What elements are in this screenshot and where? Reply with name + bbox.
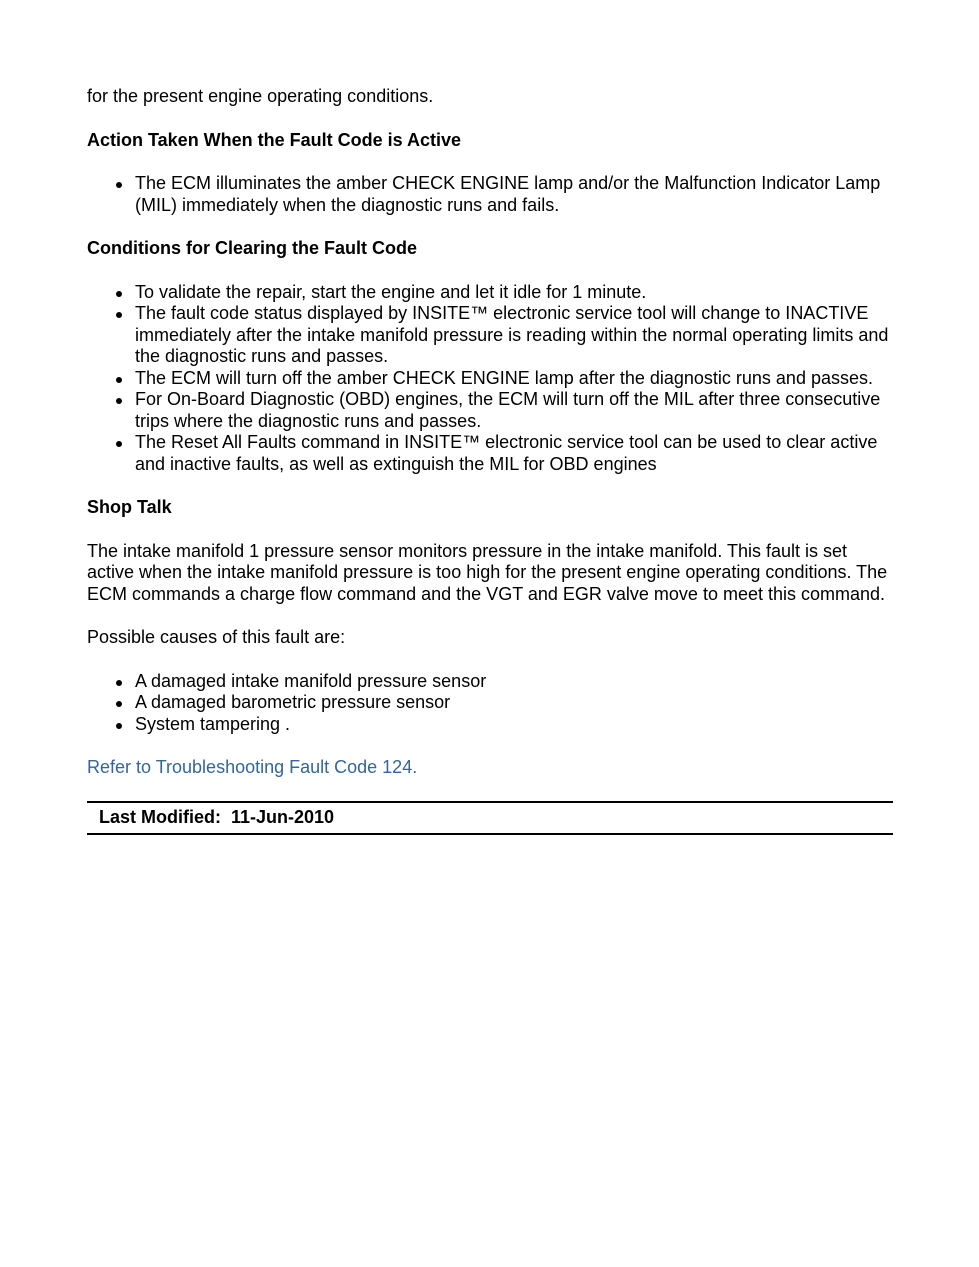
- list-item: The ECM illuminates the amber CHECK ENGINE lamp and/or the Malfunction Indicator Lamp (MIL) immediately when the diagnostic runs and fails.: [87, 173, 893, 216]
- list-item: The Reset All Faults command in INSITE™ electronic service tool can be used to clear active and inactive faults, as well as extinguish the MIL for OBD engines: [87, 432, 893, 475]
- shop-talk-paragraph: The intake manifold 1 pressure sensor monitors pressure in the intake manifold. This fault is set active when the intake manifold pressure is too high for the present engine operating conditions. The ECM commands a charge flow command and the VGT and EGR valve move to meet this command.: [87, 540, 888, 604]
- list-item: To validate the repair, start the engine and let it idle for 1 minute.: [87, 282, 893, 304]
- possible-causes-list: [87, 671, 893, 736]
- clearing-conditions-list: [87, 282, 893, 476]
- action-taken-list: [87, 173, 893, 216]
- list-item: System tampering .: [87, 714, 893, 736]
- list-item: A damaged barometric pressure sensor: [87, 692, 893, 714]
- list-item: The ECM will turn off the amber CHECK ENGINE lamp after the diagnostic runs and passes.: [87, 368, 893, 390]
- list-item: A damaged intake manifold pressure sensor: [87, 671, 893, 693]
- document-body: [87, 86, 893, 835]
- last-modified-label: Last Modified:: [99, 807, 221, 827]
- intro-tail-text: for the present engine operating conditions.: [87, 86, 434, 106]
- last-modified-bar: [87, 801, 893, 835]
- list-item: The fault code status displayed by INSITE™ electronic service tool will change to INACTIVE immediately after the intake manifold pressure is reading within the normal operating limits and the diagnostic runs and passes.: [87, 303, 893, 368]
- last-modified-date: 11-Jun-2010: [231, 807, 335, 827]
- possible-causes-intro: Possible causes of this fault are:: [87, 627, 346, 647]
- shop-talk-heading: Shop Talk: [87, 497, 172, 517]
- troubleshooting-link[interactable]: Refer to Troubleshooting Fault Code 124.: [87, 757, 418, 777]
- list-item: For On-Board Diagnostic (OBD) engines, the ECM will turn off the MIL after three consecutive trips where the diagnostic runs and passes.: [87, 389, 893, 432]
- action-taken-heading: Action Taken When the Fault Code is Active: [87, 129, 462, 150]
- clearing-conditions-heading: Conditions for Clearing the Fault Code: [87, 238, 417, 258]
